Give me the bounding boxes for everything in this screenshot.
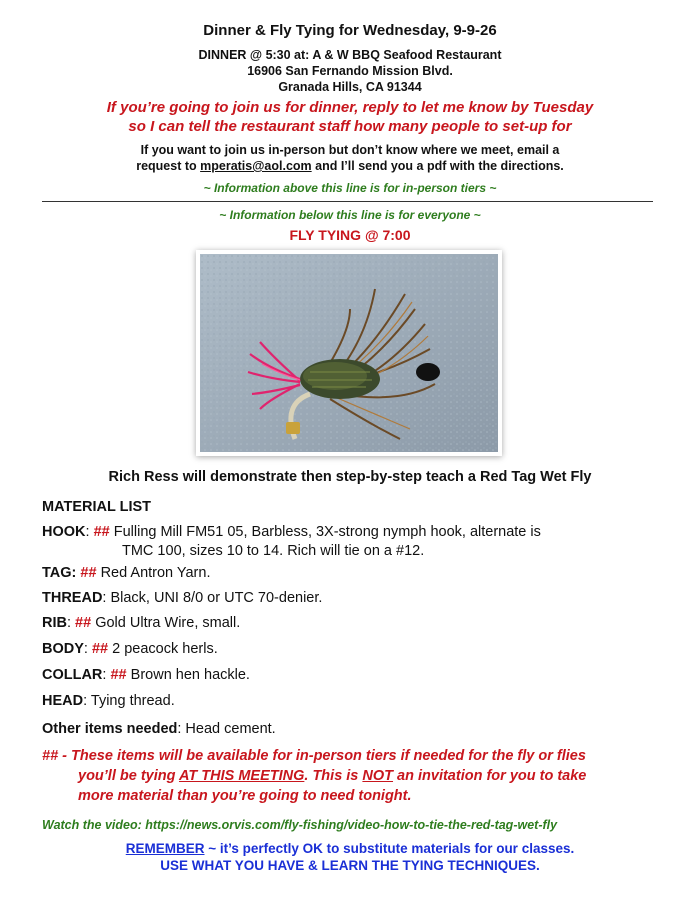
demo-description: Rich Ress will demonstrate then step-by-step teach a Red Tag Wet Fly [108,469,592,485]
collar-label: COLLAR [42,667,103,683]
directions-suffix: and I’ll send you a pdf with the directions. [311,159,564,173]
material-collar: COLLAR: ## Brown hen hackle. [42,667,250,683]
hook-text: Fulling Mill FM51 05, Barbless, 3X-strong nymph hook, alternate is [109,524,541,540]
remember-line-1 [0,840,700,857]
dinner-address: 16906 San Fernando Mission Blvd. [247,64,453,78]
remember-notice [0,840,700,874]
note-prefix: you’ll be tying [78,768,179,784]
rib-label: RIB [42,615,67,631]
email-link[interactable]: mperatis@aol.com [200,159,312,173]
divider-line [42,201,653,202]
body-text: 2 peacock herls. [108,641,218,657]
page-title: Dinner & Fly Tying for Wednesday, 9-9-26 [203,22,497,39]
material-hook-line-2: TMC 100, sizes 10 to 14. Rich will tie on a #12. [122,543,425,559]
tag-text: Red Antron Yarn. [96,565,211,581]
available-marker: ## [110,667,127,683]
hook-label: HOOK [42,524,86,540]
available-marker: ## [91,641,109,657]
rsvp-line-1: If you’re going to join us for dinner, reply to let me know by Tuesday [106,99,594,116]
dinner-line-1: DINNER @ 5:30 at: A & W BBQ Seafood Restaurant [198,48,502,62]
note-not: NOT [362,768,394,784]
note-line-1: ## - These items will be available for in-person tiers if needed for the fly or flies [42,748,586,764]
tag-label: TAG: [42,565,77,581]
remember-line-1-rest: ~ it’s perfectly OK to substitute materials for our classes. [204,841,575,856]
rib-text: Gold Ultra Wire, small. [91,615,241,631]
note-mid: . This is [304,768,363,784]
divider-above-label: ~ Information above this line is for in-person tiers ~ [203,181,497,195]
divider-below-label: ~ Information below this line is for everyone ~ [219,208,481,222]
fly-photo [196,250,502,456]
remember-word: REMEMBER [125,841,205,856]
rsvp-notice [0,98,700,136]
head-text: : Tying thread. [83,693,175,709]
red-tag-wet-fly-image [200,254,498,452]
availability-note [42,746,672,806]
material-head [42,693,175,709]
note-line-2 [42,766,672,786]
video-link[interactable]: Watch the video: https://news.orvis.com/fly-fishing/video-how-to-tie-the-red-tag-wet-fly [42,818,558,832]
body-label: BODY [42,641,84,657]
head-label: HEAD [42,693,84,709]
dinner-info [0,47,700,95]
available-marker: ## [93,524,110,540]
thread-text: : Black, UNI 8/0 or UTC 70-denier. [102,590,323,606]
material-other [42,721,276,737]
fly-tying-time: FLY TYING @ 7:00 [289,227,411,243]
material-rib: RIB: ## Gold Ultra Wire, small. [42,615,241,631]
directions-prefix: request to [136,159,201,173]
material-thread [42,590,322,606]
note-suffix: an invitation for you to take [393,768,587,784]
dinner-city: Granada Hills, CA 91344 [278,80,422,94]
other-text: : Head cement. [177,721,276,737]
directions-notice [0,142,700,174]
other-label: Other items needed [42,721,178,737]
note-emphasis: AT THIS MEETING [178,768,305,784]
available-marker: ## [75,615,92,631]
material-body: BODY: ## 2 peacock herls. [42,641,218,657]
material-tag [42,565,210,581]
available-marker: ## [80,565,97,581]
note-line-3: more material than you’re going to need tonight. [78,788,412,804]
thread-label: THREAD [42,590,103,606]
remember-line-2: USE WHAT YOU HAVE & LEARN THE TYING TECHNIQUES. [160,858,540,873]
directions-line-2 [0,158,700,174]
material-hook: HOOK: ## Fulling Mill FM51 05, Barbless, 3X-strong nymph hook, alternate is [42,524,541,540]
material-list-heading: MATERIAL LIST [42,499,152,515]
directions-line-1: If you want to join us in-person but don’t know where we meet, email a [140,143,560,157]
collar-text: Brown hen hackle. [126,667,250,683]
rsvp-line-2: so I can tell the restaurant staff how many people to set-up for [128,118,572,135]
